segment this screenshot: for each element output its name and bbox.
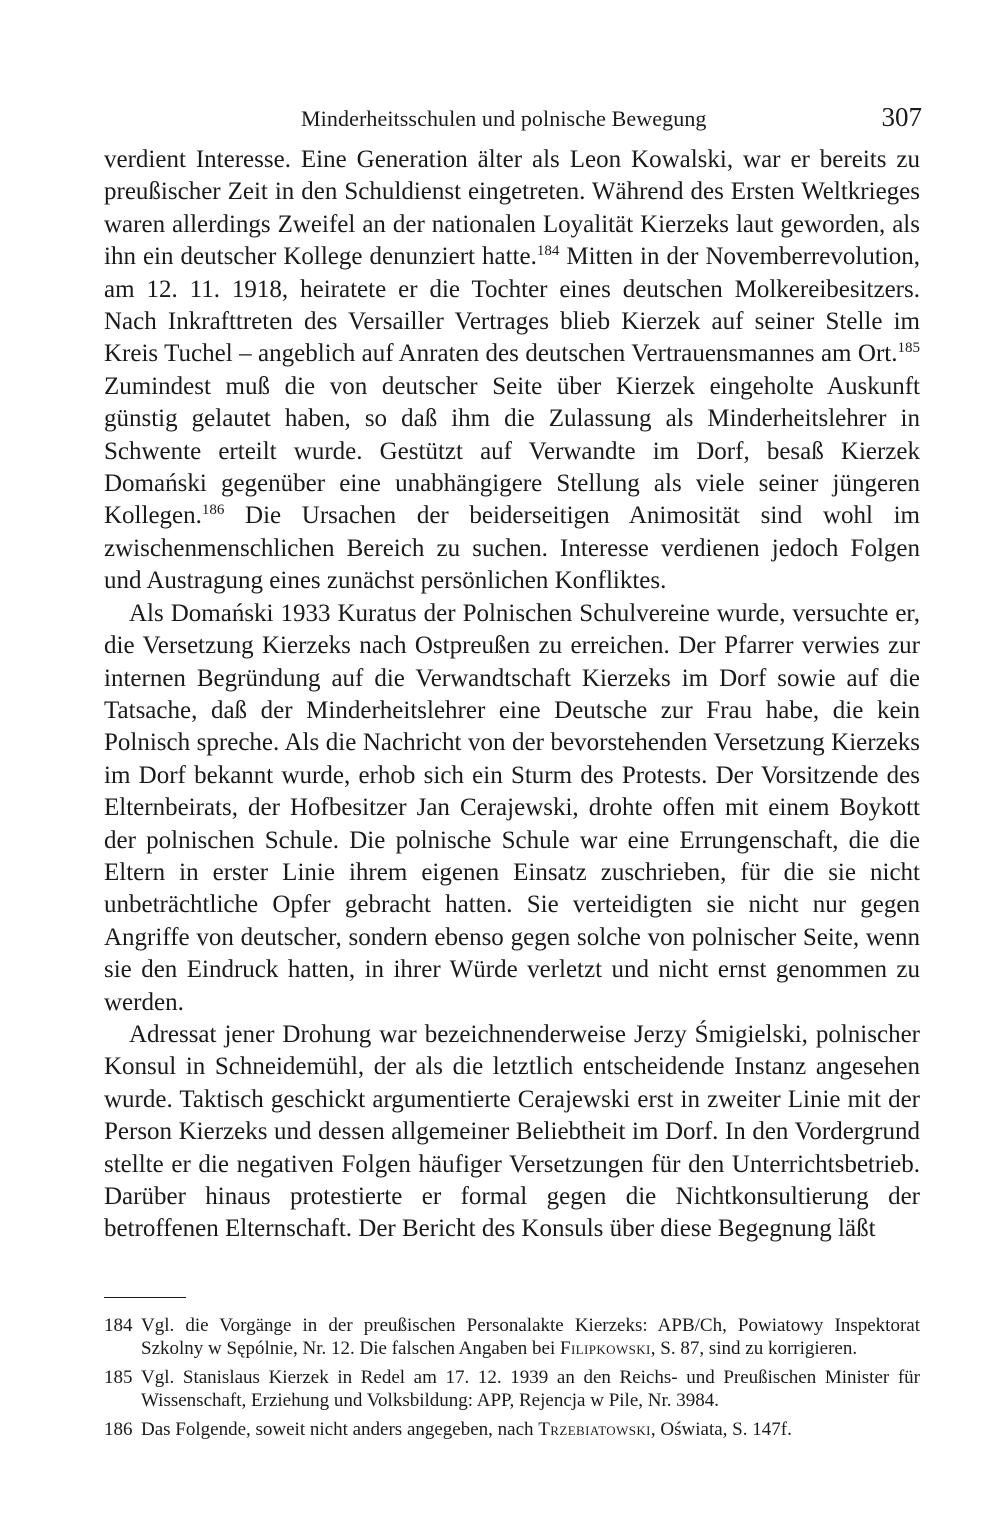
footnotes: [104, 1314, 920, 1442]
footnote-185: [104, 1366, 920, 1413]
text-run: verdient Interesse. Eine Generation älter als Leon Kowalski, war er bereits zu preußischer Zeit in den Schuldienst eingetreten. Während des Ersten Weltkrieges waren allerdings Zweifel an der nationalen Loyalität Kierzeks laut geworden, als ihn ein deutscher Kollege denunziert hatte.: [104, 146, 920, 271]
document-page: [104, 100, 920, 1446]
author-name: Trzebiatowski: [538, 1418, 651, 1440]
running-title: Minderheitsschulen und polnische Bewegung: [301, 106, 707, 131]
footnote-number: 186: [104, 1418, 133, 1440]
footnote-reference: 184: [536, 243, 560, 260]
body-text: [104, 144, 920, 1246]
author-name: Filipkowski: [559, 1338, 651, 1360]
footnote-number: 185: [104, 1366, 133, 1388]
footnote-184: [104, 1314, 920, 1361]
footnote-reference: 186: [201, 502, 225, 519]
footnote-number: 184: [104, 1314, 133, 1336]
page-number: 307: [881, 102, 922, 132]
footnote-text: [141, 1418, 920, 1442]
paragraph: [104, 1019, 920, 1246]
text-run: Vgl. die Vorgänge in der preußischen Personalakte Kierzeks: APB/Ch, Powiatowy Inspektorat Szkolny w Sępólnie, Nr. 12. Die falschen Angaben bei: [141, 1314, 920, 1360]
text-run: , Oświata, S. 147f.: [650, 1418, 792, 1440]
text-run: Zumindest muß die von deutscher Seite über Kierzek eingeholte Auskunft günstig gelautet haben, so daß ihm die Zulassung als Minderheitslehrer in Schwente erteilt wurde. Gestützt auf Verwandte im Dorf, besaß Kierzek Domański gegenüber eine unabhängigere Stellung als viele seiner jüngeren Kollegen.: [104, 372, 920, 530]
footnote-186: [104, 1418, 920, 1442]
text-run: Mitten in der Novemberrevolution, am 12. 11. 1918, heiratete er die Tochter eines deutschen Molkereibesitzers. Nach Inkrafttreten des Versailler Vertrages blieb Kierzek auf seiner Stelle im Kreis Tuchel – angeblich auf Anraten des deutschen Vertrauensmannes am Ort.: [104, 243, 920, 368]
running-header: [104, 100, 920, 144]
paragraph: [104, 144, 920, 598]
footnote-reference: 185: [897, 340, 920, 357]
text-run: Die Ursachen der beiderseitigen Animosität sind wohl im zwischenmenschlichen Bereich zu suchen. Interesse verdienen jedoch Folgen und Austragung eines zunächst persönlichen Konfliktes.: [104, 502, 920, 595]
text-run: Adressat jener Drohung war bezeichnenderweise Jerzy Śmigielski, polnischer Konsul in Schneidemühl, der als die letztlich entscheidende Instanz angesehen wurde. Taktisch geschickt argumentierte Cerajewski erst in zweiter Linie mit der Person Kierzeks und dessen allgemeiner Beliebtheit im Dorf. In den Vordergrund stellte er die negativen Folgen häufiger Versetzungen für den Unterrichtsbetrieb. Darüber hinaus protestierte er formal gegen die Nichtkonsultierung der betroffenen Elternschaft. Der Bericht des Konsuls über diese Begegnung läßt: [104, 1020, 920, 1243]
text-run: Das Folgende, soweit nicht anders angegeben, nach: [141, 1418, 539, 1440]
footnote-divider: [104, 1297, 186, 1298]
paragraph: [104, 598, 920, 1019]
text-run: , S. 87, sind zu korrigieren.: [650, 1338, 858, 1360]
footnote-text: [141, 1314, 920, 1361]
text-run: Vgl. Stanislaus Kierzek in Redel am 17. 12. 1939 an den Reichs- und Preußischen Minister für Wissenschaft, Erziehung und Volksbildung: APP, Rejencja w Pile, Nr. 3984.: [141, 1366, 920, 1412]
text-run: Als Domański 1933 Kuratus der Polnischen Schulvereine wurde, versuchte er, die Versetzung Kierzeks nach Ostpreußen zu erreichen. Der Pfarrer verwies zur internen Begründung auf die Verwandtschaft Kierzeks im Dorf sowie auf die Tatsache, daß der Minderheitslehrer eine Deutsche zur Frau habe, die kein Polnisch spreche. Als die Nachricht von der bevorstehenden Versetzung Kierzeks im Dorf bekannt wurde, erhob sich ein Sturm des Protests. Der Vorsitzende des Elternbeirats, der Hofbesitzer Jan Cerajewski, drohte offen mit einem Boykott der polnischen Schule. Die polnische Schule war eine Errungenschaft, die die Eltern in erster Linie ihrem eigenen Einsatz zuschrieben, für die sie nicht unbeträchtliche Opfer gebracht hatten. Sie verteidigten sie nicht nur gegen Angriffe von deutscher, sondern ebenso gegen solche von polnischer Seite, wenn sie den Eindruck hatten, in ihrer Würde verletzt und nicht ernst genommen zu werden.: [104, 599, 920, 1016]
footnote-text: [141, 1366, 920, 1413]
